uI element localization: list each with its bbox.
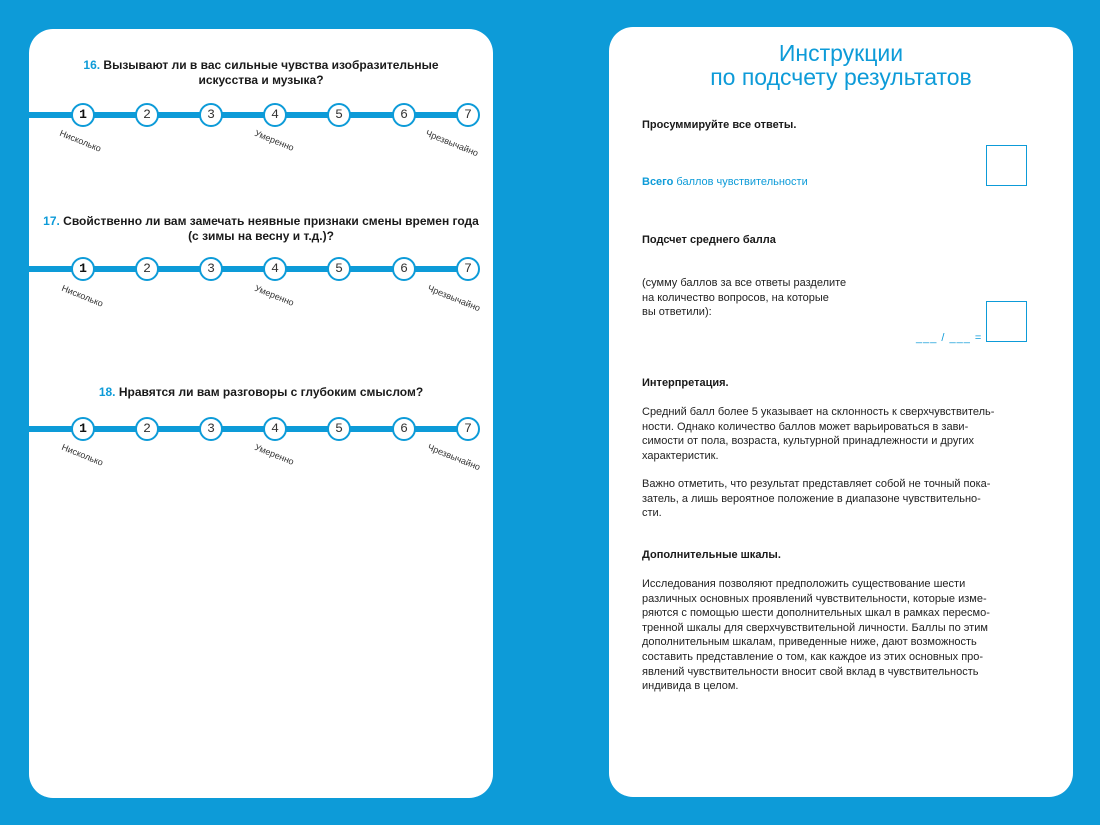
text-line: затель, а лишь вероятное положение в диапазоне чувствительно- [642, 492, 981, 505]
average-score-box[interactable] [986, 301, 1027, 342]
scale-option-6[interactable]: 6 [392, 417, 416, 441]
scale-option-7[interactable]: 7 [456, 257, 480, 281]
question-16-text [29, 58, 493, 88]
extra-heading: Дополнительные шкалы. [642, 549, 781, 561]
scale-option-5[interactable]: 5 [327, 103, 351, 127]
scale-label-mid: Умеренно [253, 442, 296, 467]
text-line: составить представление о том, как каждое из этих основных про- [642, 650, 984, 663]
scale-label-low: Нисколько [60, 442, 105, 468]
text-line: Исследования позволяют предположить существование шести [642, 578, 966, 590]
question-line1: Свойственно ли вам замечать неявные признаки смены времен года [63, 214, 479, 228]
sum-heading: Просуммируйте все ответы. [642, 119, 797, 131]
total-bold: Всего [642, 176, 674, 188]
left-page [29, 29, 493, 798]
scale-label-high: Чрезвычайно [424, 128, 480, 159]
question-line1: Нравятся ли вам разговоры с глубоким смыслом? [118, 385, 424, 399]
text-line: различных основных проявлений чувствительности, которые изме- [642, 592, 987, 605]
scale-option-2[interactable]: 2 [135, 417, 159, 441]
scale-option-5[interactable]: 5 [327, 417, 351, 441]
scale-option-5[interactable]: 5 [327, 257, 351, 281]
text-line: ности. Однако количество баллов может варьироваться в зави- [642, 420, 969, 433]
question-line2: (с зимы на весну и т.д.)? [188, 229, 334, 243]
text-line: Средний балл более 5 указывает на склонность к сверхчувствитель- [642, 406, 995, 418]
average-formula: ___ / ___ = [916, 332, 983, 344]
scale-option-6[interactable]: 6 [392, 103, 416, 127]
text-line: ряются с помощью шести дополнительных шкал в рамках пересмо- [642, 607, 990, 620]
right-page [609, 27, 1073, 797]
avg-text-line: на количество вопросов, на которые [642, 291, 829, 304]
text-line: тренной шкалы для сверхчувствительной личности. Баллы по этим [642, 621, 988, 634]
question-number: 18. [98, 385, 116, 399]
question-number: 16. [83, 58, 101, 72]
extra-paragraph [642, 577, 990, 694]
scale-option-4[interactable]: 4 [263, 417, 287, 441]
scale-label-high: Чрезвычайно [426, 283, 482, 314]
scale-label-low: Нисколько [60, 283, 105, 309]
text-line: явлений чувствительности вносит свой вклад в чувствительность [642, 665, 979, 678]
interp-paragraph-1 [642, 405, 994, 463]
scale-option-1[interactable]: 1 [71, 257, 95, 281]
scale-option-3[interactable]: 3 [199, 417, 223, 441]
text-line: сти. [642, 507, 662, 520]
scale-option-2[interactable]: 2 [135, 257, 159, 281]
total-score-box[interactable] [986, 145, 1027, 186]
total-rest: баллов чувствительности [673, 176, 808, 188]
scale-option-7[interactable]: 7 [456, 103, 480, 127]
title-line1: Инструкции [778, 40, 904, 66]
scale-option-7[interactable]: 7 [456, 417, 480, 441]
scale-option-4[interactable]: 4 [263, 103, 287, 127]
interp-paragraph-2 [642, 477, 990, 521]
question-18-text [29, 385, 493, 400]
avg-text [642, 276, 846, 320]
scale-option-3[interactable]: 3 [199, 257, 223, 281]
scale-label-high: Чрезвычайно [426, 442, 482, 473]
question-number: 17. [43, 214, 60, 228]
scale-label-mid: Умеренно [253, 283, 296, 308]
scale-option-1[interactable]: 1 [71, 103, 95, 127]
text-line: симости от пола, возраста, культурной принадлежности и других [642, 435, 974, 448]
interp-heading: Интерпретация. [642, 377, 729, 389]
text-line: дополнительным шкалам, приведенные ниже, дают возможность [642, 636, 977, 649]
question-line1: Вызывают ли в вас сильные чувства изобразительные [103, 58, 439, 72]
scale-label-low: Нисколько [58, 128, 103, 154]
total-label [642, 175, 808, 190]
scale-option-2[interactable]: 2 [135, 103, 159, 127]
scale-option-1[interactable]: 1 [71, 417, 95, 441]
instructions-title [609, 41, 1073, 89]
scale-option-3[interactable]: 3 [199, 103, 223, 127]
title-line2: по подсчету результатов [710, 64, 972, 90]
avg-heading: Подсчет среднего балла [642, 234, 776, 246]
scale-label-mid: Умеренно [253, 128, 296, 153]
avg-text-line: вы ответили): [642, 306, 712, 319]
text-line: Важно отметить, что результат представляет собой не точный пока- [642, 478, 991, 490]
question-line2: искусства и музыка? [198, 73, 324, 87]
question-17-text [29, 214, 493, 244]
text-line: индивида в целом. [642, 680, 739, 693]
scale-option-6[interactable]: 6 [392, 257, 416, 281]
scale-option-4[interactable]: 4 [263, 257, 287, 281]
avg-text-line: (сумму баллов за все ответы разделите [642, 277, 847, 289]
text-line: характеристик. [642, 449, 719, 462]
